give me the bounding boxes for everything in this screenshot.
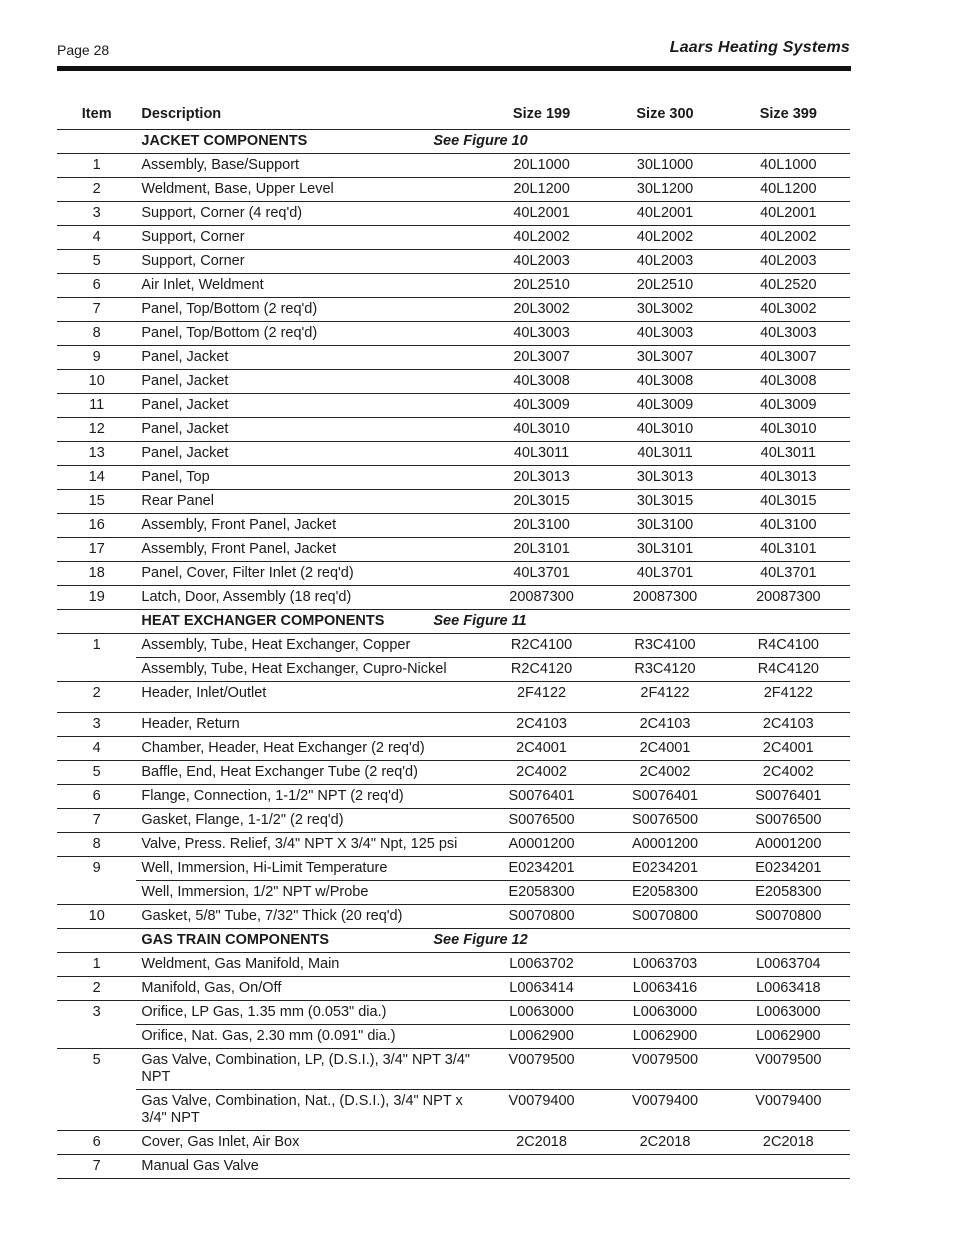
size300-cell: 2F4122 <box>603 682 726 713</box>
item-number-cell: 9 <box>92 860 101 876</box>
table-row <box>57 466 850 490</box>
section-title: JACKET COMPONENTS <box>141 133 308 149</box>
figure-reference: See Figure 10 <box>433 133 528 149</box>
table-row <box>57 1090 850 1131</box>
item-number-cell: 7 <box>57 809 136 833</box>
description-cell: Weldment, Gas Manifold, Main <box>136 953 479 977</box>
size300-cell: 2C4103 <box>603 713 726 737</box>
table-row <box>57 785 850 809</box>
section-title-cell <box>136 929 603 953</box>
table-row <box>57 226 850 250</box>
size399-cell: 40L2002 <box>727 226 850 250</box>
size199-cell: 20L1200 <box>480 178 604 202</box>
size300-cell: 40L3009 <box>603 394 726 418</box>
parts-table <box>57 99 850 1179</box>
item-number-cell: 12 <box>57 418 136 442</box>
size300-cell: L0063000 <box>603 1001 726 1025</box>
size300-cell: R3C4100 <box>603 634 726 658</box>
table-row <box>57 1131 850 1155</box>
item-number-cell: 2 <box>57 977 136 1001</box>
size399-cell: L0063704 <box>727 953 850 977</box>
size199-cell: 20L2510 <box>480 274 604 298</box>
size399-cell: 40L3002 <box>727 298 850 322</box>
description-cell: Assembly, Front Panel, Jacket <box>136 538 479 562</box>
item-number-cell: 7 <box>57 298 136 322</box>
size300-cell: V0079500 <box>603 1049 726 1090</box>
item-number-cell: 9 <box>57 346 136 370</box>
col-item-header: Item <box>57 99 136 130</box>
item-number-cell: 3 <box>57 713 136 737</box>
description-cell: Panel, Cover, Filter Inlet (2 req'd) <box>136 562 479 586</box>
description-cell: Assembly, Base/Support <box>136 154 479 178</box>
size199-cell: 40L2003 <box>480 250 604 274</box>
size300-cell: 30L3100 <box>603 514 726 538</box>
size300-cell: 40L2001 <box>603 202 726 226</box>
size399-cell <box>727 1155 850 1179</box>
table-row <box>57 538 850 562</box>
table-row <box>57 953 850 977</box>
table-row <box>57 833 850 857</box>
size199-cell: 20L3015 <box>480 490 604 514</box>
table-row <box>57 394 850 418</box>
item-number-cell: 6 <box>57 274 136 298</box>
size399-cell: 40L3009 <box>727 394 850 418</box>
size199-cell: 2C2018 <box>480 1131 604 1155</box>
item-number-cell: 11 <box>57 394 136 418</box>
table-row <box>57 682 850 713</box>
item-number-cell: 13 <box>57 442 136 466</box>
section-title-cell <box>136 610 603 634</box>
size399-cell: R4C4120 <box>727 658 850 682</box>
size199-cell: 40L3010 <box>480 418 604 442</box>
item-number-cell: 2 <box>57 178 136 202</box>
size300-cell: 20L2510 <box>603 274 726 298</box>
description-cell: Orifice, Nat. Gas, 2.30 mm (0.091" dia.) <box>136 1025 479 1049</box>
size300-cell: V0079400 <box>603 1090 726 1131</box>
size300-cell: E2058300 <box>603 881 726 905</box>
size300-cell: 30L1000 <box>603 154 726 178</box>
size199-cell: 40L3701 <box>480 562 604 586</box>
item-number-cell: 16 <box>57 514 136 538</box>
size300-cell: S0070800 <box>603 905 726 929</box>
size300-cell: 30L1200 <box>603 178 726 202</box>
size399-cell: 40L3008 <box>727 370 850 394</box>
section-row <box>57 610 850 634</box>
description-cell: Gasket, Flange, 1-1/2" (2 req'd) <box>136 809 479 833</box>
table-row <box>57 713 850 737</box>
size199-cell: L0062900 <box>480 1025 604 1049</box>
size300-cell: 20087300 <box>603 586 726 610</box>
description-cell: Manifold, Gas, On/Off <box>136 977 479 1001</box>
item-number-cell: 1 <box>92 637 101 653</box>
item-number-cell: 4 <box>57 226 136 250</box>
description-cell: Panel, Jacket <box>136 346 479 370</box>
table-row <box>57 370 850 394</box>
item-number-cell <box>57 1025 136 1049</box>
table-row <box>57 634 850 658</box>
table-row <box>57 418 850 442</box>
size199-cell: 40L3011 <box>480 442 604 466</box>
size399-cell: 40L1000 <box>727 154 850 178</box>
size199-cell: R2C4120 <box>480 658 604 682</box>
section-row <box>57 130 850 154</box>
col-size399-header: Size 399 <box>727 99 850 130</box>
table-row <box>57 202 850 226</box>
section-empty-cell <box>727 130 850 154</box>
figure-reference: See Figure 11 <box>433 613 527 629</box>
description-cell: Gas Valve, Combination, Nat., (D.S.I.), 3/4" NPT x 3/4" NPT <box>136 1090 479 1131</box>
brand-title: Laars Heating Systems <box>669 39 850 56</box>
size399-cell: 40L1200 <box>727 178 850 202</box>
description-cell: Latch, Door, Assembly (18 req'd) <box>136 586 479 610</box>
section-empty-cell <box>603 130 726 154</box>
item-number-cell: 6 <box>57 785 136 809</box>
table-row <box>57 737 850 761</box>
size300-cell: 40L2002 <box>603 226 726 250</box>
item-number-cell: 1 <box>57 953 136 977</box>
item-number-cell: 10 <box>57 905 136 929</box>
size199-cell: L0063702 <box>480 953 604 977</box>
item-number-cell: 19 <box>57 586 136 610</box>
size300-cell: 40L3008 <box>603 370 726 394</box>
description-cell: Support, Corner <box>136 226 479 250</box>
size399-cell: 40L3010 <box>727 418 850 442</box>
description-cell: Panel, Top/Bottom (2 req'd) <box>136 322 479 346</box>
section-title-cell <box>136 130 603 154</box>
item-number-cell: 15 <box>57 490 136 514</box>
size399-cell: E0234201 <box>727 857 850 881</box>
size399-cell: 40L3013 <box>727 466 850 490</box>
description-cell: Assembly, Tube, Heat Exchanger, Cupro-Nickel <box>136 658 479 682</box>
description-cell: Weldment, Base, Upper Level <box>136 178 479 202</box>
table-row <box>57 857 850 881</box>
description-cell: Baffle, End, Heat Exchanger Tube (2 req'd) <box>136 761 479 785</box>
size300-cell: 40L3011 <box>603 442 726 466</box>
size199-cell: 20L3007 <box>480 346 604 370</box>
table-row <box>57 881 850 905</box>
size399-cell: S0070800 <box>727 905 850 929</box>
size399-cell: 2C4103 <box>727 713 850 737</box>
size300-cell: 2C2018 <box>603 1131 726 1155</box>
section-title: GAS TRAIN COMPONENTS <box>141 932 330 948</box>
section-empty-cell <box>727 610 850 634</box>
description-cell: Gas Valve, Combination, LP, (D.S.I.), 3/4" NPT 3/4" NPT <box>136 1049 479 1090</box>
size199-cell: 20L3100 <box>480 514 604 538</box>
size300-cell: 2C4001 <box>603 737 726 761</box>
size300-cell: S0076500 <box>603 809 726 833</box>
size199-cell: 2C4002 <box>480 761 604 785</box>
section-item-cell <box>57 610 136 634</box>
description-cell: Header, Return <box>136 713 479 737</box>
description-cell: Panel, Jacket <box>136 418 479 442</box>
table-row <box>57 490 850 514</box>
size399-cell: 2F4122 <box>727 682 850 713</box>
item-number-cell: 5 <box>92 1052 101 1068</box>
description-cell: Support, Corner <box>136 250 479 274</box>
section-title: HEAT EXCHANGER COMPONENTS <box>141 613 385 629</box>
size300-cell: L0062900 <box>603 1025 726 1049</box>
table-row <box>57 178 850 202</box>
section-empty-cell <box>603 929 726 953</box>
size300-cell: 30L3002 <box>603 298 726 322</box>
size399-cell: 40L3701 <box>727 562 850 586</box>
description-cell: Assembly, Tube, Heat Exchanger, Copper <box>136 634 479 658</box>
table-row <box>57 658 850 682</box>
section-item-cell <box>57 929 136 953</box>
description-cell: Cover, Gas Inlet, Air Box <box>136 1131 479 1155</box>
item-number-cell <box>57 658 136 682</box>
description-cell: Assembly, Front Panel, Jacket <box>136 514 479 538</box>
item-number-cell <box>57 1090 136 1131</box>
item-number-cell: 4 <box>57 737 136 761</box>
item-number-cell: 5 <box>57 761 136 785</box>
item-number-cell: 6 <box>57 1131 136 1155</box>
description-cell: Valve, Press. Relief, 3/4" NPT X 3/4" Npt, 125 psi <box>136 833 479 857</box>
description-cell: Support, Corner (4 req'd) <box>136 202 479 226</box>
size300-cell: 40L3701 <box>603 562 726 586</box>
header-rule <box>57 66 851 71</box>
description-cell: Well, Immersion, Hi-Limit Temperature <box>136 857 479 881</box>
table-row <box>57 298 850 322</box>
size399-cell: 2C2018 <box>727 1131 850 1155</box>
table-row <box>57 562 850 586</box>
table-row <box>57 322 850 346</box>
size300-cell: 30L3007 <box>603 346 726 370</box>
size199-cell: 40L2002 <box>480 226 604 250</box>
description-cell: Panel, Top <box>136 466 479 490</box>
size199-cell: S0076401 <box>480 785 604 809</box>
size399-cell: 2C4002 <box>727 761 850 785</box>
size300-cell: S0076401 <box>603 785 726 809</box>
description-cell: Panel, Top/Bottom (2 req'd) <box>136 298 479 322</box>
size199-cell: 40L3009 <box>480 394 604 418</box>
col-size300-header: Size 300 <box>603 99 726 130</box>
figure-reference: See Figure 12 <box>433 932 528 948</box>
section-empty-cell <box>603 610 726 634</box>
item-number-cell <box>57 881 136 905</box>
col-size199-header: Size 199 <box>480 99 604 130</box>
description-cell: Header, Inlet/Outlet <box>136 682 479 713</box>
size199-cell: S0076500 <box>480 809 604 833</box>
size199-cell: L0063000 <box>480 1001 604 1025</box>
table-row <box>57 154 850 178</box>
description-cell: Panel, Jacket <box>136 394 479 418</box>
size399-cell: V0079400 <box>727 1090 850 1131</box>
table-row <box>57 346 850 370</box>
size399-cell: V0079500 <box>727 1049 850 1090</box>
table-row <box>57 1049 850 1090</box>
size399-cell: 40L3015 <box>727 490 850 514</box>
table-row <box>57 905 850 929</box>
size199-cell: 20L1000 <box>480 154 604 178</box>
size300-cell: L0063703 <box>603 953 726 977</box>
size399-cell: 40L3101 <box>727 538 850 562</box>
size399-cell: E2058300 <box>727 881 850 905</box>
size199-cell: 2F4122 <box>480 682 604 713</box>
size399-cell: 40L3007 <box>727 346 850 370</box>
page-number: Page 28 <box>57 42 110 58</box>
size199-cell: 40L3008 <box>480 370 604 394</box>
size300-cell: 40L2003 <box>603 250 726 274</box>
section-row <box>57 929 850 953</box>
size399-cell: 40L2003 <box>727 250 850 274</box>
size399-cell: 40L2001 <box>727 202 850 226</box>
size300-cell: 30L3101 <box>603 538 726 562</box>
size399-cell: R4C4100 <box>727 634 850 658</box>
size399-cell: S0076401 <box>727 785 850 809</box>
item-number-cell: 18 <box>57 562 136 586</box>
size399-cell: S0076500 <box>727 809 850 833</box>
table-row <box>57 250 850 274</box>
size399-cell: 20087300 <box>727 586 850 610</box>
description-cell: Flange, Connection, 1-1/2" NPT (2 req'd) <box>136 785 479 809</box>
item-number-cell: 8 <box>57 833 136 857</box>
table-row <box>57 1155 850 1179</box>
table-row <box>57 442 850 466</box>
description-cell: Panel, Jacket <box>136 370 479 394</box>
size300-cell: 40L3010 <box>603 418 726 442</box>
item-number-cell: 5 <box>57 250 136 274</box>
table-row <box>57 977 850 1001</box>
size300-cell: 30L3013 <box>603 466 726 490</box>
table-row <box>57 274 850 298</box>
size399-cell: A0001200 <box>727 833 850 857</box>
size199-cell: V0079400 <box>480 1090 604 1131</box>
item-number-cell: 14 <box>57 466 136 490</box>
size300-cell: 2C4002 <box>603 761 726 785</box>
item-number-cell: 17 <box>57 538 136 562</box>
size199-cell: 20L3101 <box>480 538 604 562</box>
table-row <box>57 586 850 610</box>
size199-cell: V0079500 <box>480 1049 604 1090</box>
item-number-cell: 8 <box>57 322 136 346</box>
size300-cell: L0063416 <box>603 977 726 1001</box>
description-cell: Well, Immersion, 1/2" NPT w/Probe <box>136 881 479 905</box>
size300-cell: E0234201 <box>603 857 726 881</box>
table-row <box>57 514 850 538</box>
size399-cell: 40L2520 <box>727 274 850 298</box>
size199-cell: 20L3002 <box>480 298 604 322</box>
item-number-cell: 3 <box>92 1004 101 1020</box>
description-cell: Manual Gas Valve <box>136 1155 479 1179</box>
size300-cell: R3C4120 <box>603 658 726 682</box>
size300-cell: A0001200 <box>603 833 726 857</box>
description-cell: Gasket, 5/8" Tube, 7/32" Thick (20 req'd) <box>136 905 479 929</box>
size199-cell: L0063414 <box>480 977 604 1001</box>
size199-cell: R2C4100 <box>480 634 604 658</box>
size399-cell: 40L3011 <box>727 442 850 466</box>
parts-table-body <box>57 130 850 1179</box>
description-cell: Rear Panel <box>136 490 479 514</box>
size199-cell: 20L3013 <box>480 466 604 490</box>
col-description-header: Description <box>136 99 479 130</box>
size199-cell: 40L2001 <box>480 202 604 226</box>
size399-cell: 40L3003 <box>727 322 850 346</box>
size300-cell: 40L3003 <box>603 322 726 346</box>
section-empty-cell <box>727 929 850 953</box>
description-cell: Air Inlet, Weldment <box>136 274 479 298</box>
size199-cell: 2C4103 <box>480 713 604 737</box>
description-cell: Orifice, LP Gas, 1.35 mm (0.053" dia.) <box>136 1001 479 1025</box>
item-number-cell: 10 <box>57 370 136 394</box>
size199-cell: A0001200 <box>480 833 604 857</box>
item-number-cell: 2 <box>57 682 136 713</box>
table-row <box>57 1025 850 1049</box>
description-cell: Chamber, Header, Heat Exchanger (2 req'd) <box>136 737 479 761</box>
size199-cell: 2C4001 <box>480 737 604 761</box>
item-number-cell: 7 <box>57 1155 136 1179</box>
size199-cell: 20087300 <box>480 586 604 610</box>
size199-cell: S0070800 <box>480 905 604 929</box>
description-cell: Panel, Jacket <box>136 442 479 466</box>
size300-cell: 30L3015 <box>603 490 726 514</box>
size199-cell: E0234201 <box>480 857 604 881</box>
size199-cell <box>480 1155 604 1179</box>
size199-cell: E2058300 <box>480 881 604 905</box>
item-number-cell: 3 <box>57 202 136 226</box>
item-number-cell: 1 <box>57 154 136 178</box>
size399-cell: L0063000 <box>727 1001 850 1025</box>
size399-cell: 2C4001 <box>727 737 850 761</box>
table-row <box>57 1001 850 1025</box>
table-row <box>57 761 850 785</box>
size399-cell: L0063418 <box>727 977 850 1001</box>
size199-cell: 40L3003 <box>480 322 604 346</box>
section-item-cell <box>57 130 136 154</box>
size399-cell: 40L3100 <box>727 514 850 538</box>
table-header-row <box>57 99 850 130</box>
size300-cell <box>603 1155 726 1179</box>
table-row <box>57 809 850 833</box>
size399-cell: L0062900 <box>727 1025 850 1049</box>
